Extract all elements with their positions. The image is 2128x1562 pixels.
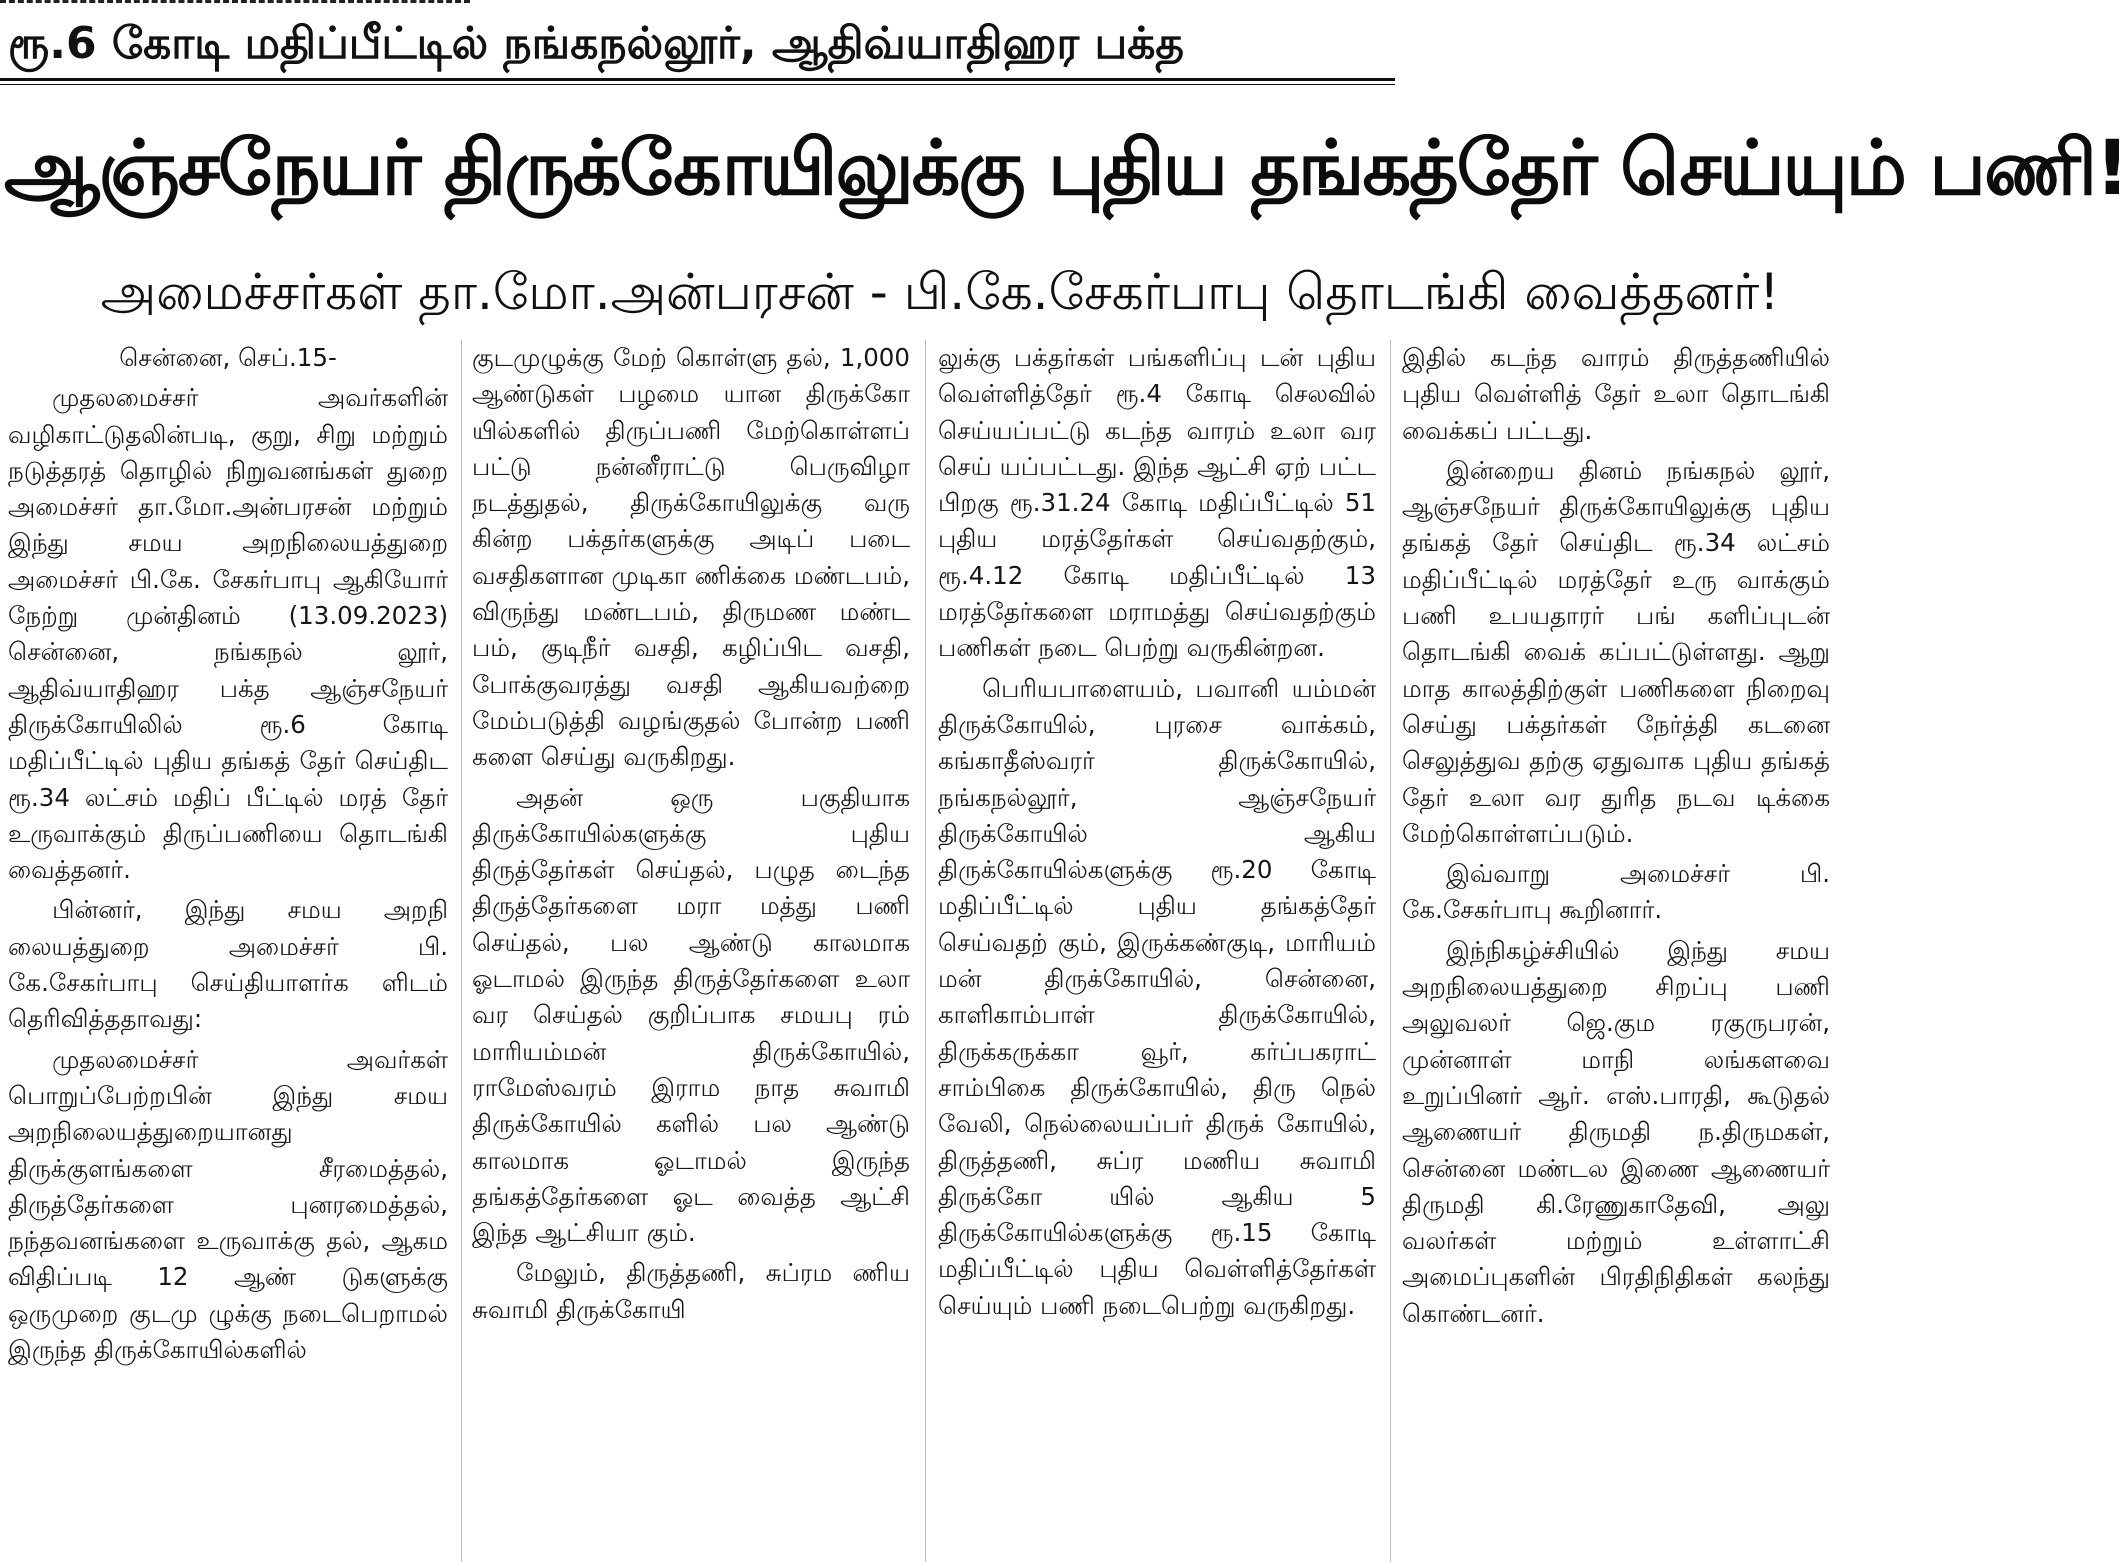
paragraph: முதலமைச்சர் அவர்களின் வழிகாட்டுதலின்படி, குறு, சிறு மற்றும் நடுத்தரத் தொழில் நிறுவனங்கள் துறை அமைச்சர் தா.மோ.அன்பரசன் மற்றும் இந்து சமய அறநிலையத்துறை அமைச்சர் பி.கே. சேகர்பாபு ஆகியோர் நேற்று முன்தினம் (13.09.2023) சென்னை, நங்கநல் லூர், ஆதிவ்யாதிஹர பக்த ஆஞ்சநேயர் திருக்கோயிலில் ரூ.6 கோடி மதிப்பீட்டில் புதிய தங்கத் தேர் செய்திட ரூ.34 லட்சம் மதிப் பீட்டில் மரத் தேர் உருவாக்கும் திருப்பணியை தொடங்கி வைத்தனர். xyxy=(8,383,448,885)
article-column-4 xyxy=(1402,340,1830,1562)
paragraph: லுக்கு பக்தர்கள் பங்களிப்பு டன் புதிய வெள்ளித்தேர் ரூ.4 கோடி செலவில் செய்யப்பட்டு கடந்த வாரம் உலா வர செய் யப்பட்டது. இந்த ஆட்சி ஏற் பட்ட பிறகு ரூ.31.24 கோடி மதிப்பீட்டில் 51 புதிய மரத்தேர்கள் செய்வதற்கும், ரூ.4.12 கோடி மதிப்பீட்டில் 13 மரத்தேர்களை மராமத்து செய்வதற்கும் பணிகள் நடை பெற்று வருகின்றன. xyxy=(938,343,1376,663)
paragraph: இவ்வாறு அமைச்சர் பி. கே.சேகர்பாபு கூறினார். xyxy=(1402,859,1830,925)
kicker-underline xyxy=(0,78,1395,81)
paragraph: பின்னர், இந்து சமய அறநி லையத்துறை அமைச்சர் பி. கே.சேகர்பாபு செய்தியாளர்க ளிடம் தெரிவித்ததாவது: xyxy=(8,895,448,1034)
paragraph: முதலமைச்சர் அவர்கள் பொறுப்பேற்றபின் இந்து சமய அறநிலையத்துறையானது திருக்குளங்களை சீரமைத்தல், திருத்தேர்களை புனரமைத்தல், நந்தவனங்களை உருவாக்கு தல், ஆகம விதிப்படி 12 ஆண் டுகளுக்கு ஒருமுறை குடமு ழுக்கு நடைபெறாமல் இருந்த திருக்கோயில்களில் xyxy=(8,1044,448,1365)
paragraph: அதன் ஒரு பகுதியாக திருக்கோயில்களுக்கு புதிய திருத்தேர்கள் செய்தல், பழுத டைந்த திருத்தேர்களை மரா மத்து பணி செய்தல், பல ஆண்டு காலமாக ஓடாமல் இருந்த திருத்தேர்களை உலா வர செய்தல் குறிப்பாக சமயபு ரம் மாரியம்மன் திருக்கோயில், ராமேஸ்வரம் இராம நாத சுவாமி திருக்கோயில் களில் பல ஆண்டு காலமாக ஓடாமல் இருந்த தங்கத்தேர்களை ஓட வைத்த ஆட்சி இந்த ஆட்சியா கும். xyxy=(472,782,910,1248)
paragraph: மேலும், திருத்தணி, சுப்ரம ணிய சுவாமி திருக்கோயி xyxy=(472,1258,910,1324)
dateline: சென்னை, செப்.15- xyxy=(119,343,337,372)
paragraph: இன்றைய தினம் நங்கநல் லூர், ஆஞ்சநேயர் திருக்கோயிலுக்கு புதிய தங்கத் தேர் செய்திட ரூ.34 லட்சம் மதிப்பீட்டில் மரத்தேர் உரு வாக்கும் பணி உபயதாரர் பங் களிப்புடன் தொடங்கி வைக் கப்பட்டுள்ளது. ஆறு மாத காலத்திற்குள் பணிகளை நிறைவு செய்து பக்தர்கள் நேர்த்தி கடனை செலுத்துவ தற்கு ஏதுவாக புதிய தங்கத் தேர் உலா வர துரித நடவ டிக்கை மேற்கொள்ளப்படும். xyxy=(1402,455,1830,848)
kicker-headline: ரூ.6 கோடி மதிப்பீட்டில் நங்கநல்லூர், ஆதிவ்யாதிஹர பக்த xyxy=(8,18,1185,69)
article-column-1 xyxy=(8,340,448,1562)
paragraph: பெரியபாளையம், பவானி யம்மன் திருக்கோயில், புரசை வாக்கம், கங்காதீஸ்வரர் திருக்கோயில், நங்கநல்லூர், ஆஞ்சநேயர் திருக்கோயில் ஆகிய திருக்கோயில்களுக்கு ரூ.20 கோடி மதிப்பீட்டில் புதிய தங்கத்தேர் செய்வதற் கும், இருக்கண்குடி, மாரியம் மன் திருக்கோயில், சென்னை, காளிகாம்பாள் திருக்கோயில், திருக்கருக்கா வூர், கர்ப்பகராட் சாம்பிகை திருக்கோயில், திரு நெல் வேலி, நெல்லையப்பர் திருக் கோயில், திருத்தணி, சுப்ர மணிய சுவாமி திருக்கோ யில் ஆகிய 5 திருக்கோயில்களுக்கு ரூ.15 கோடி மதிப்பீட்டில் புதிய வெள்ளித்தேர்கள் செய்யும் பணி நடைபெற்று வருகிறது. xyxy=(938,673,1376,1320)
article-body xyxy=(0,340,1834,1562)
paragraph: இதில் கடந்த வாரம் திருத்தணியில் புதிய வெள்ளித் தேர் உலா தொடங்கி வைக்கப் பட்டது. xyxy=(1402,343,1830,445)
main-headline: ஆஞ்சநேயர் திருக்கோயிலுக்கு புதிய தங்கத்தேர் செய்யும் பணி! xyxy=(4,123,2128,212)
paragraph: குடமுழுக்கு மேற் கொள்ளு தல், 1,000 ஆண்டுகள் பழமை யான திருக்கோ யில்களில் திருப்பணி மேற்கொள்ளப் பட்டு நன்னீராட்டு பெருவிழா நடத்துதல், திருக்கோயிலுக்கு வரு கின்ற பக்தர்களுக்கு அடிப் படை வசதிகளான முடிகா ணிக்கை மண்டபம், விருந்து மண்டபம், திருமண மண்ட பம், குடிநீர் வசதி, கழிப்பிட வசதி, போக்குவரத்து வசதி ஆகியவற்றை மேம்படுத்தி வழங்குதல் போன்ற பணி களை செய்து வருகிறது. xyxy=(472,343,910,772)
article-column-2 xyxy=(472,340,910,1562)
kicker-underline-thin xyxy=(0,84,1395,85)
paragraph: இந்நிகழ்ச்சியில் இந்து சமய அறநிலையத்துறை சிறப்பு பணி அலுவலர் ஜெ.கும ரகுருபரன், முன்னாள் மாநி லங்களவை உறுப்பினர் ஆர். எஸ்.பாரதி, கூடுதல் ஆணையர் திருமதி ந.திருமகள், சென்னை மண்டல இணை ஆணையர் திருமதி கி.ரேணுகாதேவி, அலு வலர்கள் மற்றும் உள்ளாட்சி அமைப்புகளின் பிரதிநிதிகள் கலந்து கொண்டனர். xyxy=(1402,935,1830,1328)
article-column-3 xyxy=(938,340,1376,1562)
sub-headline: அமைச்சர்கள் தா.மோ.அன்பரசன் - பி.கே.சேகர்பாபு தொடங்கி வைத்தனர்! xyxy=(100,263,1780,321)
top-dashed-rule xyxy=(0,0,470,4)
